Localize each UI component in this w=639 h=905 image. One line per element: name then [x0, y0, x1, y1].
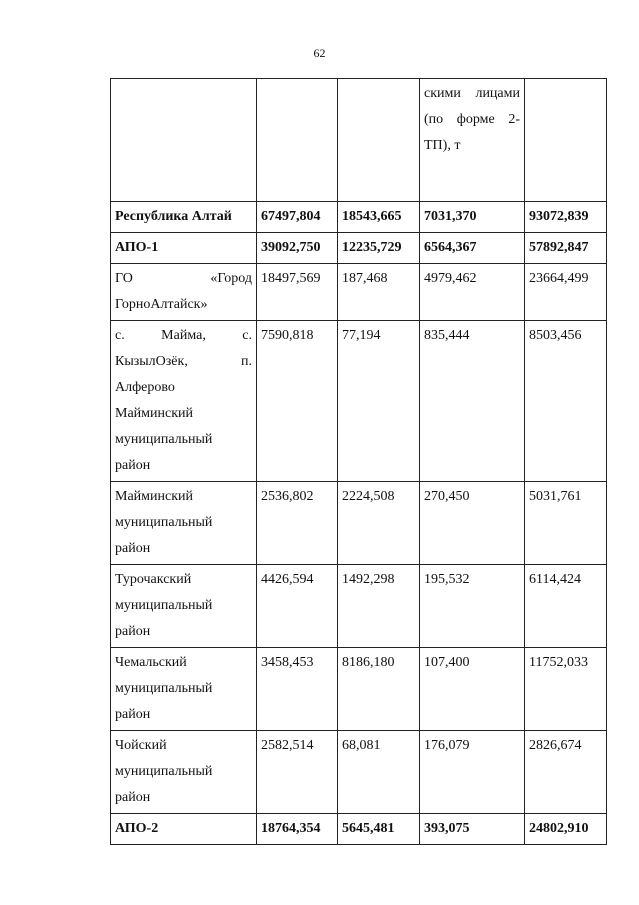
value-cell-2: 1492,298	[338, 565, 420, 648]
value-cell-1: 4426,594	[257, 565, 338, 648]
value-cell-4: 6114,424	[525, 565, 607, 648]
region-name-line: КызылОзёк, п.	[115, 354, 252, 369]
table-row	[111, 202, 607, 233]
value-cell-1: 2536,802	[257, 482, 338, 565]
region-name-line: ГорноАлтайск»	[115, 297, 208, 312]
value-cell-2: 187,468	[338, 264, 420, 321]
value-cell-1: 67497,804	[257, 202, 338, 233]
region-name-cell	[111, 264, 257, 321]
region-name-line: АПО-1	[115, 240, 159, 255]
region-name-line: муниципальный	[115, 764, 213, 779]
value-cell-1: 3458,453	[257, 648, 338, 731]
region-name-line: район	[115, 458, 151, 473]
region-name-line: Чойский	[115, 738, 167, 753]
region-name-line: АПО-2	[115, 821, 159, 836]
value-cell-1: 18764,354	[257, 814, 338, 845]
region-name-line: Алферово	[115, 380, 175, 395]
table-row	[111, 731, 607, 814]
header-cell-3	[338, 79, 420, 202]
value-cell-2: 68,081	[338, 731, 420, 814]
value-cell-3: 835,444	[420, 321, 525, 482]
value-cell-4: 2826,674	[525, 731, 607, 814]
value-cell-3: 107,400	[420, 648, 525, 731]
region-name-line: Республика Алтай	[115, 209, 232, 224]
value-cell-4: 24802,910	[525, 814, 607, 845]
region-name-cell	[111, 648, 257, 731]
header-cell-1	[111, 79, 257, 202]
table-row	[111, 233, 607, 264]
value-cell-3: 7031,370	[420, 202, 525, 233]
header-cell-4-line-3: ТП), т	[424, 138, 461, 153]
value-cell-4: 57892,847	[525, 233, 607, 264]
value-cell-4: 5031,761	[525, 482, 607, 565]
value-cell-3: 176,079	[420, 731, 525, 814]
value-cell-2: 2224,508	[338, 482, 420, 565]
value-cell-4: 11752,033	[525, 648, 607, 731]
table-row	[111, 648, 607, 731]
table-row	[111, 264, 607, 321]
value-cell-3: 6564,367	[420, 233, 525, 264]
value-cell-3: 270,450	[420, 482, 525, 565]
page-number: 62	[313, 46, 326, 60]
value-cell-1: 39092,750	[257, 233, 338, 264]
value-cell-3: 393,075	[420, 814, 525, 845]
header-cell-4-line-1: скими лицами	[424, 86, 520, 101]
value-cell-1: 7590,818	[257, 321, 338, 482]
region-name-cell	[111, 321, 257, 482]
region-name-cell	[111, 202, 257, 233]
header-continuation-row	[111, 79, 607, 202]
region-name-cell	[111, 233, 257, 264]
value-cell-4: 93072,839	[525, 202, 607, 233]
waste-volume-table	[110, 78, 607, 845]
table-row	[111, 814, 607, 845]
region-name-line: с. Майма, с.	[115, 328, 252, 343]
value-cell-1: 2582,514	[257, 731, 338, 814]
value-cell-2: 5645,481	[338, 814, 420, 845]
region-name-line: район	[115, 541, 151, 556]
header-cell-2	[257, 79, 338, 202]
region-name-line: муниципальный	[115, 598, 213, 613]
region-name-line: муниципальный	[115, 515, 213, 530]
value-cell-2: 18543,665	[338, 202, 420, 233]
region-name-line: муниципальный	[115, 681, 213, 696]
header-cell-4	[420, 79, 525, 202]
value-cell-4: 8503,456	[525, 321, 607, 482]
region-name-line: муниципальный	[115, 432, 213, 447]
region-name-line: Турочакский	[115, 572, 192, 587]
region-name-cell	[111, 731, 257, 814]
region-name-cell	[111, 482, 257, 565]
value-cell-2: 77,194	[338, 321, 420, 482]
region-name-line: Майминский	[115, 489, 193, 504]
header-cell-4-line-2: (по форме 2-	[424, 112, 520, 127]
table-row	[111, 321, 607, 482]
table-row	[111, 565, 607, 648]
region-name-line: Майминский	[115, 406, 193, 421]
region-name-line: район	[115, 707, 151, 722]
value-cell-4: 23664,499	[525, 264, 607, 321]
header-cell-5	[525, 79, 607, 202]
region-name-cell	[111, 565, 257, 648]
table-row	[111, 482, 607, 565]
region-name-line: Чемальский	[115, 655, 187, 670]
region-name-line: район	[115, 790, 151, 805]
value-cell-3: 4979,462	[420, 264, 525, 321]
value-cell-2: 12235,729	[338, 233, 420, 264]
value-cell-2: 8186,180	[338, 648, 420, 731]
region-name-line: ГО «Город	[115, 271, 252, 286]
value-cell-1: 18497,569	[257, 264, 338, 321]
region-name-cell	[111, 814, 257, 845]
value-cell-3: 195,532	[420, 565, 525, 648]
region-name-line: район	[115, 624, 151, 639]
